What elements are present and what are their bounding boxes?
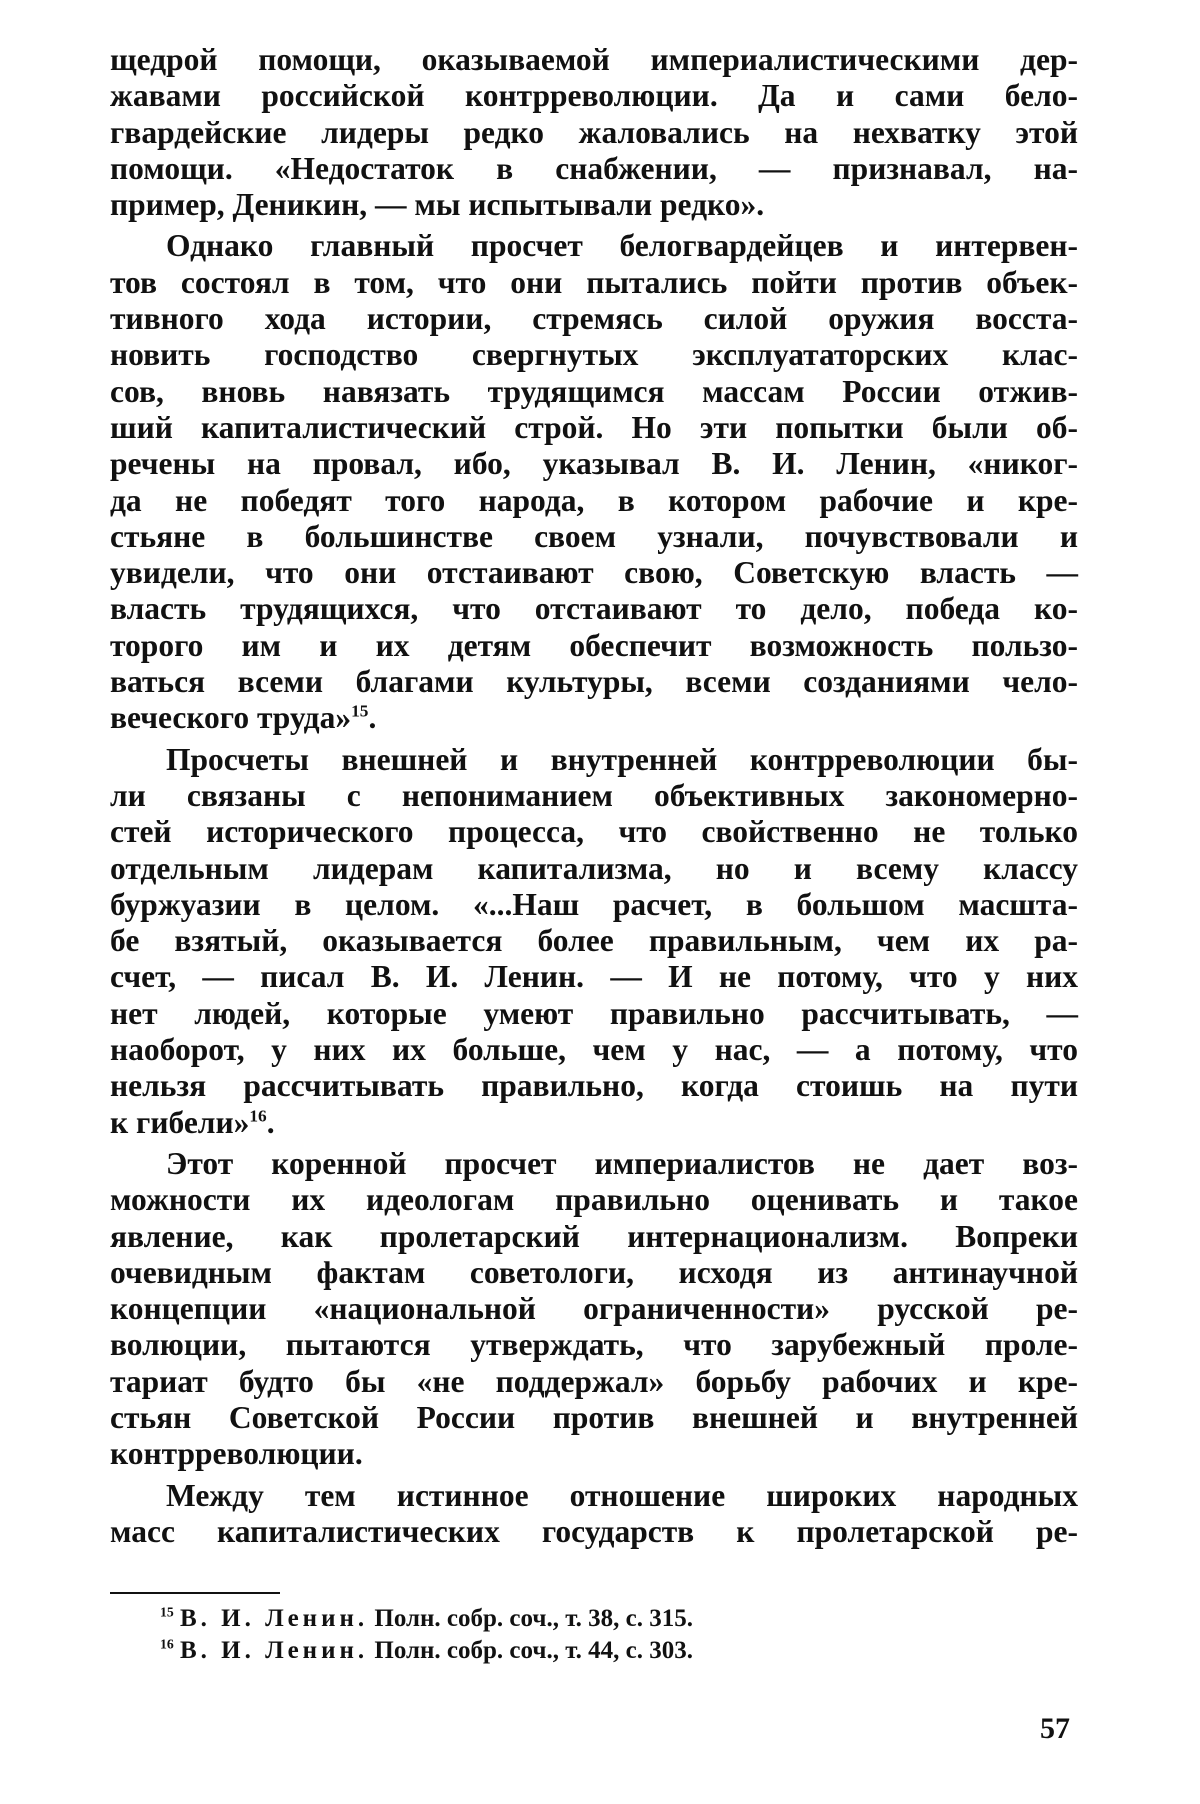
punctuation: . — [266, 1104, 275, 1140]
text-line: ли связаны с непониманием объективных закономерно- — [110, 777, 1078, 813]
text-line: концепции «национальной ограниченности» русской ре- — [110, 1291, 1078, 1327]
text-line: стьяне в большинстве своем узнали, почувствовали и — [110, 518, 1078, 554]
text-line: пример, Деникин, — мы испытывали редко». — [110, 187, 765, 223]
main-text — [110, 42, 1078, 1555]
footnote-divider — [110, 1592, 280, 1594]
text-line: Этот коренной просчет империалистов не дает воз- — [166, 1145, 1078, 1181]
text-line: ваться всеми благами культуры, всеми созданиями чело- — [110, 664, 1078, 700]
footnote-author: В. И. Ленин. — [180, 1637, 369, 1664]
footnote-15 — [160, 1603, 960, 1635]
text-line: волюции, пытаются утверждать, что зарубежный проле- — [110, 1327, 1078, 1363]
text-line: наоборот, у них их больше, чем у нас, — а потому, что — [110, 1032, 1078, 1068]
text-line: нет людей, которые умеют правильно рассчитывать, — — [110, 995, 1078, 1031]
text-line: стей исторического процесса, что свойственно не только — [110, 814, 1078, 850]
text-line: контрреволюции. — [110, 1436, 363, 1472]
paragraph-5 — [110, 1478, 1078, 1551]
text-line — [110, 700, 1078, 736]
footnotes — [160, 1603, 960, 1667]
page-number: 57 — [1040, 1712, 1070, 1745]
text-line: щедрой помощи, оказываемой империалистическими дер- — [110, 42, 1078, 77]
text-line: сов, вновь навязать трудящимся массам России отжив- — [110, 373, 1078, 409]
text-line: тов состоял в том, что они пытались пойти против объек- — [110, 264, 1078, 300]
text-line: тивного хода истории, стремясь силой оружия восста- — [110, 301, 1078, 337]
text-line: отдельным лидерам капитализма, но и всему классу — [110, 850, 1078, 886]
footnote-ref[interactable]: 15 — [351, 701, 369, 721]
text-line — [110, 1105, 1078, 1141]
paragraph-2 — [110, 228, 1078, 736]
text-line: тариат будто бы «не поддержал» борьбу рабочих и кре- — [110, 1363, 1078, 1399]
paragraph-4 — [110, 1146, 1078, 1473]
text-line: буржуазии в целом. «...Наш расчет, в большом масшта- — [110, 886, 1078, 922]
paragraph-3 — [110, 742, 1078, 1141]
paragraph-1 — [110, 42, 1078, 223]
text-line: бе взятый, оказывается более правильным, чем их ра- — [110, 923, 1078, 959]
footnote-number: 16 — [160, 1636, 174, 1652]
footnote-16 — [160, 1635, 960, 1667]
text-line: речены на провал, ибо, указывал В. И. Ленин, «никог- — [110, 446, 1078, 482]
text-line: жавами российской контрреволюции. Да и сами бело- — [110, 78, 1078, 114]
text-line: гвардейские лидеры редко жаловались на нехватку этой — [110, 114, 1078, 150]
text-line: стьян Советской России против внешней и внутренней — [110, 1399, 1078, 1435]
footnote-text: Полн. собр. соч., т. 44, с. 303. — [374, 1637, 693, 1664]
text-line: можности их идеологам правильно оценивать и такое — [110, 1182, 1078, 1218]
text-line: нельзя рассчитывать правильно, когда стоишь на пути — [110, 1068, 1078, 1104]
text-line: явление, как пролетарский интернационализм. Вопреки — [110, 1218, 1078, 1254]
footnote-text: Полн. собр. соч., т. 38, с. 315. — [374, 1605, 693, 1632]
text-line: счет, — писал В. И. Ленин. — И не потому, что у них — [110, 959, 1078, 995]
text-line: ший капиталистический строй. Но эти попытки были об- — [110, 409, 1078, 445]
text-line: Между тем истинное отношение широких народных — [166, 1477, 1078, 1513]
text-line: Просчеты внешней и внутренней контрреволюции бы- — [166, 741, 1078, 777]
text-line: Однако главный просчет белогвардейцев и интервен- — [166, 228, 1078, 264]
text-line: торого им и их детям обеспечит возможность пользо- — [110, 627, 1078, 663]
punctuation: . — [368, 700, 377, 736]
text-line-content: к гибели» — [110, 1104, 250, 1140]
text-line: помощи. «Недостаток в снабжении, — признавал, на- — [110, 150, 1078, 186]
footnote-ref[interactable]: 16 — [249, 1106, 267, 1126]
text-line: увидели, что они отстаивают свою, Советскую власть — — [110, 555, 1078, 591]
text-line: власть трудящихся, что отстаивают то дело, победа ко- — [110, 591, 1078, 627]
text-line: очевидным фактам советологи, исходя из антинаучной — [110, 1254, 1078, 1290]
text-line-content: веческого труда» — [110, 700, 352, 736]
text-line: да не победят того народа, в котором рабочие и кре- — [110, 482, 1078, 518]
footnote-number: 15 — [160, 1604, 174, 1620]
text-line: масс капиталистических государств к пролетарской ре- — [110, 1513, 1078, 1549]
text-line: новить господство свергнутых эксплуататорских клас- — [110, 337, 1078, 373]
footnote-author: В. И. Ленин. — [180, 1605, 369, 1632]
